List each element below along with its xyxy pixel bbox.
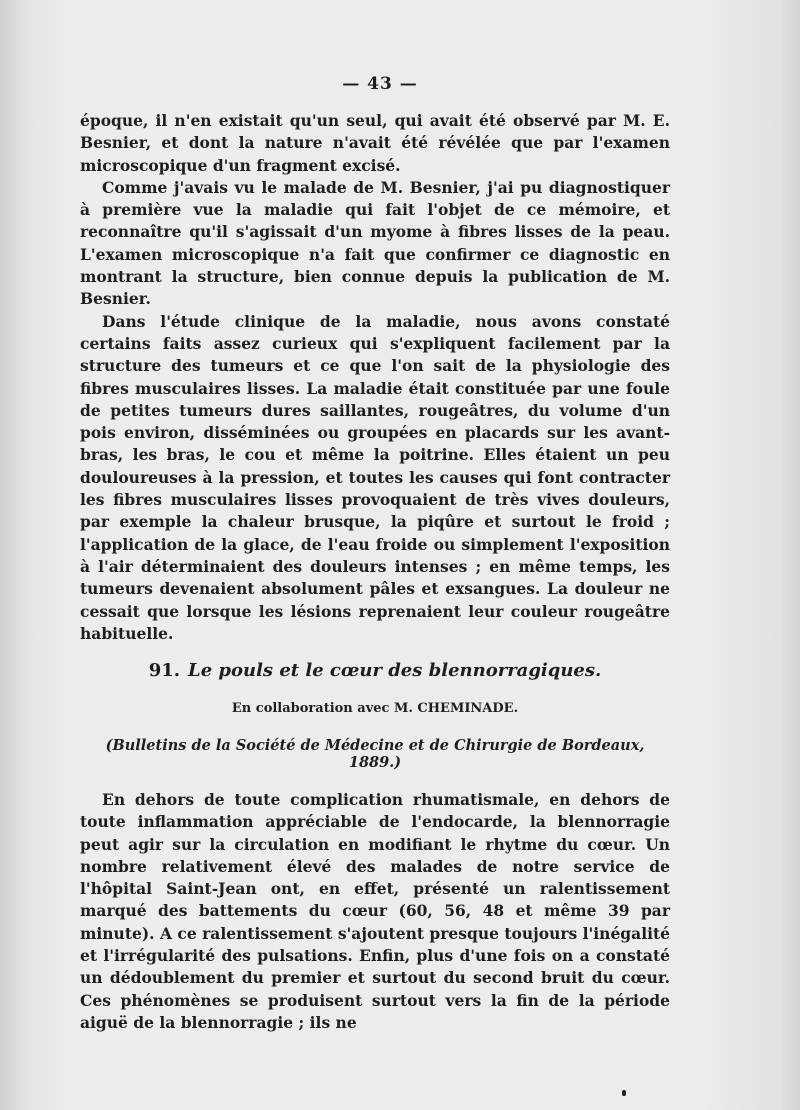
paragraph: Dans l'étude clinique de la maladie, nous avons constaté certains faits assez curieux qui s'expliquent facilement par la structure des tumeurs et ce que l'on sait de la physiologie des fibres musculaires lisses. La maladie était constituée par une foule de petites tumeurs dures saillantes, rougeâtres, du volume d'un pois environ, disséminées ou groupées en placards sur les avant-bras, les bras, le cou et même la poitrine. Elles étaient un peu douloureuses à la pression, et toutes les causes qui font contracter les fibres musculaires lisses provoquaient de très vives douleurs, par exemple la chaleur brusque, la piqûre et surtout le froid ; l'application de la glace, de l'eau froide ou simplement l'exposition à l'air déterminaient des douleurs intenses ; en même temps, les tumeurs devenaient absolument pâles et exsangues. La douleur ne cessait que lorsque les lésions reprenaient leur couleur rougeâtre habituelle. [80,311,670,643]
paragraph: époque, il n'en existait qu'un seul, qui avait été observé par M. E. Besnier, et dont la nature n'avait été révélée que par l'examen microscopique d'un fragment excisé. [80,111,670,175]
bottom-text-block [80,789,670,1034]
section-title: Le pouls et le cœur des blennorragiques. [188,660,602,681]
top-text-block [80,110,670,645]
paragraph: Comme j'avais vu le malade de M. Besnier, j'ai pu diagnostiquer à première vue la maladie qui fait l'objet de ce mémoire, et reconnaître qu'il s'agissait d'un myome à fibres lisses de la peau. L'examen microscopique n'a fait que confirmer ce diagnostic en montrant la structure, bien connue depuis la publication de M. Besnier. [80,177,670,309]
page-number: — 43 — [342,74,418,94]
section-number: 91. [148,660,181,681]
paragraph: En dehors de toute complication rhumatismale, en dehors de toute inflammation appréciable de l'endocarde, la blennorragie peut agir sur la circulation en modifiant le rhytme du cœur. Un nombre relativement élevé des malades de notre service de l'hôpital Saint-Jean ont, en effet, présenté un ralentissement marqué des battements du cœur (60, 56, 48 et même 39 par minute). A ce ralentissement s'ajoutent presque toujours l'inégalité et l'irrégularité des pulsations. Enfin, plus d'une fois on a constaté un dédoublement du premier et surtout du second bruit du cœur. Ces phénomènes se produisent surtout vers la fin de la période aiguë de la blennorragie ; ils ne [80,790,670,1032]
bulletin-reference: (Bulletins de la Société de Médecine et de Chirurgie de Bordeaux, 1889.) [105,737,645,771]
collaboration-line: En collaboration avec M. CHEMINADE. [231,701,519,716]
section-heading [80,660,670,681]
ink-speck [622,1090,626,1096]
